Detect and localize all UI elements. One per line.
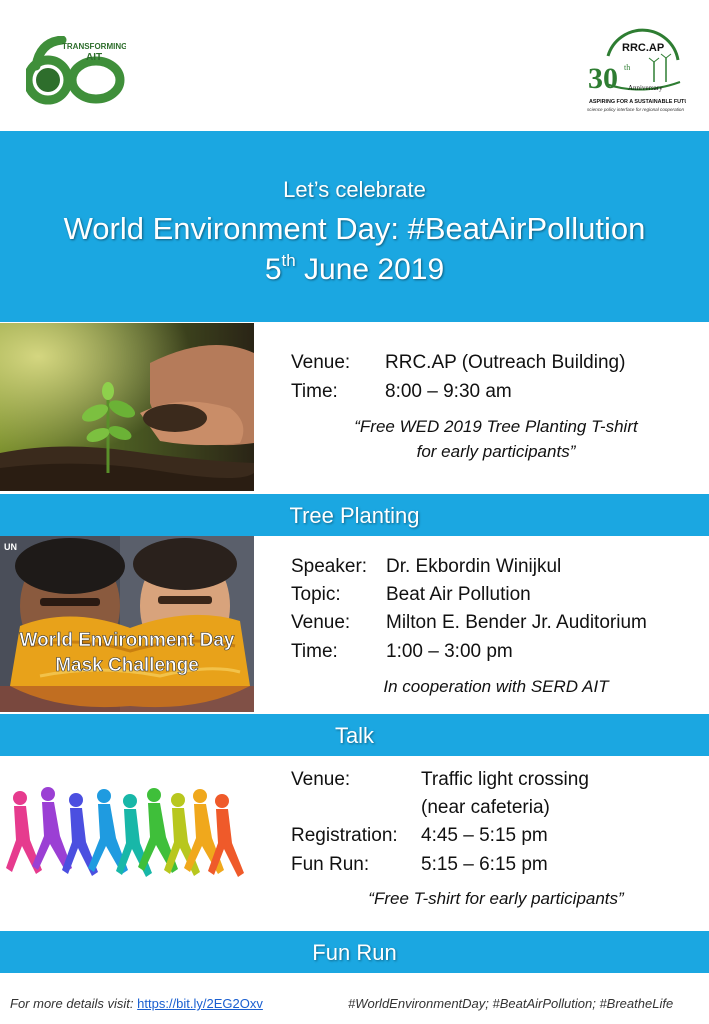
fun-run-runners-graphic xyxy=(0,760,254,928)
fun-run-label: Fun Run xyxy=(312,940,397,965)
run-venue-label: Venue: xyxy=(291,769,351,790)
talk-time-value: 1:00 – 3:00 pm xyxy=(386,641,513,662)
talk-label: Talk xyxy=(334,723,375,748)
image-org-text: UN xyxy=(4,542,17,552)
run-note: “Free T-shirt for early participants” xyxy=(368,889,624,908)
mask-challenge-photo xyxy=(0,536,254,712)
logo-left-top-text: TRANSFORMING xyxy=(62,42,126,51)
talk-topic-label: Topic: xyxy=(291,584,341,605)
talk-details xyxy=(291,556,709,706)
talk-venue-value: Milton E. Bender Jr. Auditorium xyxy=(386,612,647,633)
title-intro: Let’s celebrate xyxy=(283,177,426,202)
logo-right-subtagline: science policy interface for regional cooperation xyxy=(587,107,685,112)
event-title: World Environment Day: #BeatAirPollution xyxy=(63,211,646,246)
logo-right-suffix: th xyxy=(624,63,631,72)
run-time-value: 5:15 – 6:15 pm xyxy=(421,854,548,875)
talk-speaker-value: Dr. Ekbordin Winijkul xyxy=(386,556,562,577)
details-link[interactable]: https://bit.ly/2EG2Oxv xyxy=(137,996,263,1011)
image-caption-line2: Mask Challenge xyxy=(55,655,199,676)
tree-venue-label: Venue: xyxy=(291,352,351,373)
logo-right-number: 30 xyxy=(588,62,618,95)
date-suffix: th xyxy=(281,251,296,270)
fun-run-details xyxy=(291,769,709,919)
date-day: 5 xyxy=(264,253,282,286)
ait-60-logo xyxy=(26,36,126,106)
talk-note: In cooperation with SERD AIT xyxy=(383,677,609,696)
tree-note-line1: “Free WED 2019 Tree Planting T-shirt xyxy=(354,417,638,436)
run-time-label: Fun Run: xyxy=(291,854,370,875)
talk-time-label: Time: xyxy=(291,641,338,662)
run-registration-label: Registration: xyxy=(291,825,398,846)
logo-right-word: Anniversary xyxy=(628,84,663,92)
run-registration-value: 4:45 – 5:15 pm xyxy=(421,825,548,846)
logo-right-org: RRC.AP xyxy=(622,42,665,54)
logo-left-ait-text: AIT xyxy=(86,52,103,63)
run-venue-value-line1: Traffic light crossing xyxy=(421,769,589,790)
footer-details xyxy=(10,996,263,1011)
date-rest: June 2019 xyxy=(295,253,445,286)
tree-time-value: 8:00 – 9:30 am xyxy=(385,381,512,402)
tree-note-line2: for early participants” xyxy=(416,442,576,461)
event-date xyxy=(0,253,709,287)
run-venue-value-line2: (near cafeteria) xyxy=(421,797,550,818)
tree-planting-details xyxy=(291,352,709,472)
tree-planting-bar xyxy=(0,494,709,536)
talk-topic-value: Beat Air Pollution xyxy=(386,584,531,605)
fun-run-bar xyxy=(0,931,709,973)
tree-planting-photo xyxy=(0,323,254,491)
tree-planting-label: Tree Planting xyxy=(289,503,420,528)
talk-speaker-label: Speaker: xyxy=(291,556,368,577)
title-banner xyxy=(0,131,709,322)
tree-venue-value: RRC.AP (Outreach Building) xyxy=(385,352,626,373)
rrcap-30th-logo xyxy=(586,26,686,118)
image-caption-line1: World Environment Day xyxy=(19,630,235,651)
tree-time-label: Time: xyxy=(291,381,338,402)
talk-venue-label: Venue: xyxy=(291,612,351,633)
footer-prefix: For more details visit: xyxy=(10,996,138,1011)
footer-hashtags: #WorldEnvironmentDay; #BeatAirPollution; #BreatheLife xyxy=(348,996,674,1011)
talk-bar xyxy=(0,714,709,756)
logo-right-tagline: ASPIRING FOR A SUSTAINABLE FUTURE xyxy=(589,99,686,105)
